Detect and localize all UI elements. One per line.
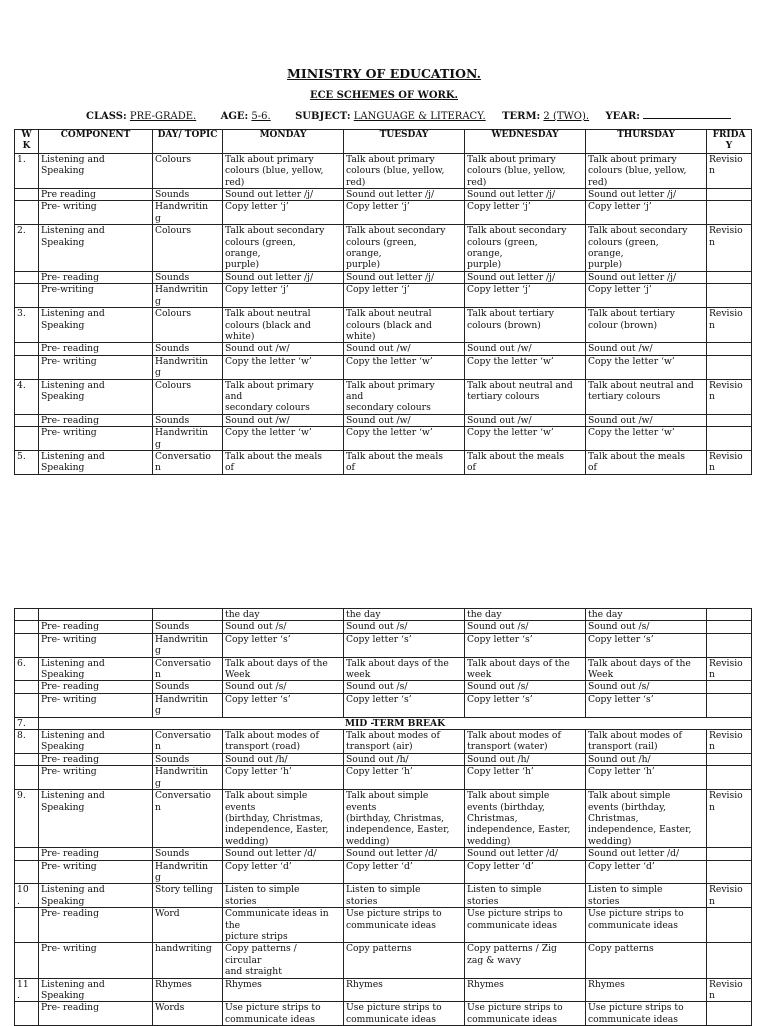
topic-cell: Sounds — [153, 414, 223, 426]
week-cell: 1. — [15, 153, 39, 188]
component-cell: Pre- reading — [39, 681, 153, 693]
table-row — [15, 284, 752, 308]
wednesday-cell: Copy letter ‘s’ — [465, 693, 586, 717]
wednesday-cell: Sound out /s/ — [465, 681, 586, 693]
week-cell: 7. — [15, 717, 39, 729]
table-row — [15, 427, 752, 451]
topic-cell: Conversatio n — [153, 730, 223, 754]
monday-cell: Copy letter ‘s’ — [223, 633, 344, 657]
friday-cell: Revisio n — [707, 225, 752, 272]
week-cell — [15, 943, 39, 978]
monday-cell: Sound out letter /j/ — [223, 271, 344, 283]
table-row — [15, 153, 752, 188]
component-cell: Pre- writing — [39, 943, 153, 978]
component-cell: Listening and Speaking — [39, 884, 153, 908]
tuesday-cell: Talk about secondary colours (green, orange, purple) — [344, 225, 465, 272]
topic-cell: Handwritin g — [153, 201, 223, 225]
monday-cell: Listen to simple stories — [223, 884, 344, 908]
thursday-cell: Copy letter ‘h’ — [586, 766, 707, 790]
week-cell — [15, 908, 39, 943]
week-cell — [15, 693, 39, 717]
tuesday-cell: Copy letter ‘j’ — [344, 284, 465, 308]
week-cell — [15, 681, 39, 693]
friday-cell: Revisio n — [707, 379, 752, 414]
thursday-cell: Copy letter ‘s’ — [586, 693, 707, 717]
table-row — [15, 790, 752, 848]
week-cell: 4. — [15, 379, 39, 414]
page-title: MINISTRY OF EDUCATION. — [287, 66, 481, 81]
component-cell: Listening and Speaking — [39, 657, 153, 681]
tuesday-cell: Listen to simple stories — [344, 884, 465, 908]
topic-cell: Handwritin g — [153, 355, 223, 379]
tuesday-cell: Rhymes — [344, 978, 465, 1002]
friday-cell — [707, 284, 752, 308]
monday-cell: Copy letter ‘d’ — [223, 860, 344, 884]
table-row — [15, 753, 752, 765]
tuesday-cell: Copy the letter ‘w’ — [344, 355, 465, 379]
monday-cell: Sound out letter /d/ — [223, 848, 344, 860]
topic-cell: Words — [153, 1002, 223, 1026]
thursday-cell: Copy letter ‘d’ — [586, 860, 707, 884]
tuesday-cell: Talk about primary and secondary colours — [344, 379, 465, 414]
monday-cell: Talk about modes of transport (road) — [223, 730, 344, 754]
week-cell: 8. — [15, 730, 39, 754]
friday-cell — [707, 766, 752, 790]
table-row — [15, 621, 752, 633]
thursday-cell: Sound out /h/ — [586, 753, 707, 765]
midterm-break-label: MID -TERM BREAK — [39, 717, 752, 729]
tuesday-cell: Sound out /w/ — [344, 414, 465, 426]
monday-cell: Copy letter ‘j’ — [223, 201, 344, 225]
table-row — [15, 343, 752, 355]
wednesday-cell: Sound out /w/ — [465, 414, 586, 426]
table-row — [15, 730, 752, 754]
component-cell: Listening and Speaking — [39, 379, 153, 414]
friday-cell — [707, 414, 752, 426]
wednesday-cell: Sound out letter /d/ — [465, 848, 586, 860]
component-cell: Pre- writing — [39, 633, 153, 657]
topic-cell: Sounds — [153, 271, 223, 283]
tuesday-cell: Talk about neutral colours (black and white) — [344, 308, 465, 343]
wednesday-cell: Sound out /h/ — [465, 753, 586, 765]
week-cell — [15, 633, 39, 657]
thursday-cell: Talk about modes of transport (rail) — [586, 730, 707, 754]
table-row — [15, 657, 752, 681]
column-header: WEDNESDAY — [465, 130, 586, 154]
thursday-cell: Copy letter ‘j’ — [586, 201, 707, 225]
thursday-cell: Sound out /s/ — [586, 621, 707, 633]
thursday-cell: Sound out /w/ — [586, 414, 707, 426]
friday-cell: Revisio n — [707, 450, 752, 474]
tuesday-cell: the day — [344, 609, 465, 621]
tuesday-cell: Copy letter ‘h’ — [344, 766, 465, 790]
thursday-cell: the day — [586, 609, 707, 621]
monday-cell: Sound out /s/ — [223, 681, 344, 693]
component-cell: Listening and Speaking — [39, 153, 153, 188]
tuesday-cell: Talk about primary colours (blue, yellow, red) — [344, 153, 465, 188]
term-value: 2 (TWO). — [543, 111, 590, 122]
monday-cell: Copy letter ‘j’ — [223, 284, 344, 308]
scheme-table-part-1 — [14, 129, 752, 475]
monday-cell: Use picture strips to communicate ideas — [223, 1002, 344, 1026]
friday-cell: Revisio n — [707, 790, 752, 848]
wednesday-cell: Talk about simple events (birthday, Christmas, independence, Easter, wedding) — [465, 790, 586, 848]
topic-cell: Sounds — [153, 681, 223, 693]
friday-cell — [707, 860, 752, 884]
wednesday-cell: Copy the letter ‘w’ — [465, 427, 586, 451]
week-cell — [15, 189, 39, 201]
age-value: 5-6. — [251, 111, 271, 122]
thursday-cell: Listen to simple stories — [586, 884, 707, 908]
column-header: FRIDA Y — [707, 130, 752, 154]
thursday-cell: Copy patterns — [586, 943, 707, 978]
table-row — [15, 414, 752, 426]
wednesday-cell: Copy letter ‘s’ — [465, 633, 586, 657]
table-row — [15, 225, 752, 272]
thursday-cell: Copy letter ‘j’ — [586, 284, 707, 308]
monday-cell: Rhymes — [223, 978, 344, 1002]
monday-cell: Sound out /w/ — [223, 414, 344, 426]
thursday-cell: Talk about the meals of — [586, 450, 707, 474]
week-cell — [15, 284, 39, 308]
monday-cell: Talk about secondary colours (green, orange, purple) — [223, 225, 344, 272]
week-cell: 9. — [15, 790, 39, 848]
table-row — [15, 884, 752, 908]
topic-cell: handwriting — [153, 943, 223, 978]
friday-cell: Revisio n — [707, 978, 752, 1002]
week-cell — [15, 355, 39, 379]
wednesday-cell: Sound out /w/ — [465, 343, 586, 355]
thursday-cell: Rhymes — [586, 978, 707, 1002]
thursday-cell: Use picture strips to communicate ideas — [586, 1002, 707, 1026]
week-cell — [15, 766, 39, 790]
monday-cell: Sound out /w/ — [223, 343, 344, 355]
week-cell — [15, 1002, 39, 1026]
component-cell: Listening and Speaking — [39, 978, 153, 1002]
friday-cell — [707, 271, 752, 283]
thursday-cell: Talk about primary colours (blue, yellow, red) — [586, 153, 707, 188]
week-cell: 10 . — [15, 884, 39, 908]
component-cell: Pre- reading — [39, 753, 153, 765]
wednesday-cell: Copy letter ‘j’ — [465, 201, 586, 225]
friday-cell: Revisio n — [707, 884, 752, 908]
component-cell: Pre- reading — [39, 621, 153, 633]
component-cell: Pre- reading — [39, 414, 153, 426]
wednesday-cell: Talk about primary colours (blue, yellow, red) — [465, 153, 586, 188]
tuesday-cell: Copy letter ‘s’ — [344, 693, 465, 717]
week-cell — [15, 621, 39, 633]
thursday-cell: Sound out letter /j/ — [586, 271, 707, 283]
topic-cell: Word — [153, 908, 223, 943]
component-cell: Pre- reading — [39, 1002, 153, 1026]
table-row — [15, 908, 752, 943]
table-row — [15, 450, 752, 474]
monday-cell: Talk about days of the Week — [223, 657, 344, 681]
component-cell: Pre reading — [39, 189, 153, 201]
component-cell: Pre-writing — [39, 284, 153, 308]
component-cell: Pre- writing — [39, 860, 153, 884]
topic-cell: Handwritin g — [153, 427, 223, 451]
table-header-row — [15, 130, 752, 154]
wednesday-cell: Use picture strips to communicate ideas — [465, 1002, 586, 1026]
table-row — [15, 1002, 752, 1026]
week-cell — [15, 343, 39, 355]
monday-cell: Talk about simple events (birthday, Christmas, independence, Easter, wedding) — [223, 790, 344, 848]
monday-cell: Sound out letter /j/ — [223, 189, 344, 201]
tuesday-cell: Copy letter ‘d’ — [344, 860, 465, 884]
monday-cell: Copy the letter ‘w’ — [223, 355, 344, 379]
table-row — [15, 681, 752, 693]
wednesday-cell: Use picture strips to communicate ideas — [465, 908, 586, 943]
thursday-cell: Sound out letter /d/ — [586, 848, 707, 860]
topic-cell: Sounds — [153, 189, 223, 201]
table-row — [15, 633, 752, 657]
wednesday-cell: Rhymes — [465, 978, 586, 1002]
thursday-cell: Talk about neutral and tertiary colours — [586, 379, 707, 414]
topic-cell: Handwritin g — [153, 633, 223, 657]
topic-cell: Story telling — [153, 884, 223, 908]
topic-cell: Rhymes — [153, 978, 223, 1002]
monday-cell: Communicate ideas in the picture strips — [223, 908, 344, 943]
monday-cell: Sound out /s/ — [223, 621, 344, 633]
friday-cell — [707, 693, 752, 717]
topic-cell — [153, 609, 223, 621]
topic-cell: Handwritin g — [153, 693, 223, 717]
friday-cell: Revisio n — [707, 153, 752, 188]
tuesday-cell: Talk about the meals of — [344, 450, 465, 474]
week-cell — [15, 609, 39, 621]
tuesday-cell: Sound out /s/ — [344, 681, 465, 693]
topic-cell: Sounds — [153, 848, 223, 860]
wednesday-cell: Copy patterns / Zig zag & wavy — [465, 943, 586, 978]
friday-cell — [707, 848, 752, 860]
table-row — [15, 978, 752, 1002]
year-label: YEAR: — [605, 111, 640, 122]
week-cell: 11 . — [15, 978, 39, 1002]
monday-cell: Talk about primary and secondary colours — [223, 379, 344, 414]
friday-cell — [707, 1002, 752, 1026]
component-cell: Pre- reading — [39, 343, 153, 355]
week-cell — [15, 201, 39, 225]
scheme-table-part-2 — [14, 608, 752, 1026]
week-cell: 6. — [15, 657, 39, 681]
week-cell — [15, 414, 39, 426]
wednesday-cell: Sound out letter /j/ — [465, 271, 586, 283]
year-blank — [643, 110, 731, 119]
table-row — [15, 609, 752, 621]
friday-cell — [707, 189, 752, 201]
subject-value: LANGUAGE & LITERACY. — [353, 111, 486, 122]
component-cell: Pre- reading — [39, 271, 153, 283]
week-cell: 3. — [15, 308, 39, 343]
table-row — [15, 693, 752, 717]
table-row — [15, 189, 752, 201]
friday-cell — [707, 943, 752, 978]
component-cell: Pre- writing — [39, 427, 153, 451]
column-header: THURSDAY — [586, 130, 707, 154]
wednesday-cell: Talk about modes of transport (water) — [465, 730, 586, 754]
wednesday-cell: Talk about neutral and tertiary colours — [465, 379, 586, 414]
table-row — [15, 308, 752, 343]
wednesday-cell: Talk about tertiary colours (brown) — [465, 308, 586, 343]
table-row — [15, 355, 752, 379]
monday-cell: Copy letter ‘s’ — [223, 693, 344, 717]
week-cell: 2. — [15, 225, 39, 272]
tuesday-cell: Use picture strips to communicate ideas — [344, 908, 465, 943]
table-row — [15, 379, 752, 414]
topic-cell: Colours — [153, 153, 223, 188]
column-header: COMPONENT — [39, 130, 153, 154]
wednesday-cell: the day — [465, 609, 586, 621]
subject-label: SUBJECT: — [295, 111, 351, 122]
monday-cell: Sound out /h/ — [223, 753, 344, 765]
week-cell — [15, 753, 39, 765]
column-header: W K — [15, 130, 39, 154]
topic-cell: Conversatio n — [153, 790, 223, 848]
wednesday-cell: Copy letter ‘h’ — [465, 766, 586, 790]
topic-cell: Handwritin g — [153, 284, 223, 308]
component-cell: Pre- writing — [39, 693, 153, 717]
thursday-cell: Sound out letter /j/ — [586, 189, 707, 201]
midterm-row — [15, 717, 752, 729]
wednesday-cell: Copy the letter ‘w’ — [465, 355, 586, 379]
wednesday-cell: Talk about days of the week — [465, 657, 586, 681]
thursday-cell: Talk about days of the Week — [586, 657, 707, 681]
topic-cell: Conversatio n — [153, 657, 223, 681]
tuesday-cell: Copy letter ‘s’ — [344, 633, 465, 657]
topic-cell: Sounds — [153, 343, 223, 355]
table-row — [15, 201, 752, 225]
friday-cell — [707, 908, 752, 943]
friday-cell — [707, 427, 752, 451]
monday-cell: the day — [223, 609, 344, 621]
component-cell: Pre- writing — [39, 766, 153, 790]
topic-cell: Colours — [153, 379, 223, 414]
friday-cell: Revisio n — [707, 730, 752, 754]
tuesday-cell: Use picture strips to communicate ideas — [344, 1002, 465, 1026]
column-header: TUESDAY — [344, 130, 465, 154]
monday-cell: Talk about the meals of — [223, 450, 344, 474]
tuesday-cell: Copy patterns — [344, 943, 465, 978]
friday-cell — [707, 681, 752, 693]
week-cell: 5. — [15, 450, 39, 474]
friday-cell — [707, 753, 752, 765]
age-label: AGE: — [220, 111, 249, 122]
tuesday-cell: Copy letter ‘j’ — [344, 201, 465, 225]
tuesday-cell: Talk about simple events (birthday, Christmas, independence, Easter, wedding) — [344, 790, 465, 848]
component-cell: Pre- reading — [39, 848, 153, 860]
table-row — [15, 943, 752, 978]
friday-cell — [707, 201, 752, 225]
thursday-cell: Talk about tertiary colour (brown) — [586, 308, 707, 343]
term-label: TERM: — [502, 111, 541, 122]
thursday-cell: Talk about secondary colours (green, orange, purple) — [586, 225, 707, 272]
monday-cell: Talk about neutral colours (black and white) — [223, 308, 344, 343]
topic-cell: Conversatio n — [153, 450, 223, 474]
thursday-cell: Sound out /s/ — [586, 681, 707, 693]
component-cell — [39, 609, 153, 621]
wednesday-cell: Talk about the meals of — [465, 450, 586, 474]
thursday-cell: Use picture strips to communicate ideas — [586, 908, 707, 943]
wednesday-cell: Sound out /s/ — [465, 621, 586, 633]
topic-cell: Handwritin g — [153, 766, 223, 790]
wednesday-cell: Copy letter ‘j’ — [465, 284, 586, 308]
wednesday-cell: Listen to simple stories — [465, 884, 586, 908]
monday-cell: Copy patterns / circular and straight — [223, 943, 344, 978]
tuesday-cell: Sound out letter /j/ — [344, 189, 465, 201]
tuesday-cell: Sound out /h/ — [344, 753, 465, 765]
table-row — [15, 848, 752, 860]
tuesday-cell: Copy the letter ‘w’ — [344, 427, 465, 451]
friday-cell: Revisio n — [707, 308, 752, 343]
tuesday-cell: Sound out letter /d/ — [344, 848, 465, 860]
table-row — [15, 860, 752, 884]
thursday-cell: Talk about simple events (birthday, Christmas, independence, Easter, wedding) — [586, 790, 707, 848]
component-cell: Pre- writing — [39, 355, 153, 379]
component-cell: Pre- writing — [39, 201, 153, 225]
friday-cell: Revisio n — [707, 657, 752, 681]
tuesday-cell: Sound out /w/ — [344, 343, 465, 355]
column-header: MONDAY — [223, 130, 344, 154]
week-cell — [15, 427, 39, 451]
thursday-cell: Copy letter ‘s’ — [586, 633, 707, 657]
component-cell: Pre- reading — [39, 908, 153, 943]
topic-cell: Colours — [153, 225, 223, 272]
table-row — [15, 271, 752, 283]
column-header: DAY/ TOPIC — [153, 130, 223, 154]
monday-cell: Copy letter ‘h’ — [223, 766, 344, 790]
component-cell: Listening and Speaking — [39, 450, 153, 474]
week-cell — [15, 848, 39, 860]
topic-cell: Colours — [153, 308, 223, 343]
monday-cell: Copy the letter ‘w’ — [223, 427, 344, 451]
component-cell: Listening and Speaking — [39, 308, 153, 343]
friday-cell — [707, 633, 752, 657]
class-label: CLASS: — [86, 111, 127, 122]
friday-cell — [707, 609, 752, 621]
component-cell: Listening and Speaking — [39, 730, 153, 754]
week-cell — [15, 271, 39, 283]
tuesday-cell: Sound out letter /j/ — [344, 271, 465, 283]
component-cell: Listening and Speaking — [39, 225, 153, 272]
table-row — [15, 766, 752, 790]
friday-cell — [707, 343, 752, 355]
thursday-cell: Copy the letter ‘w’ — [586, 355, 707, 379]
wednesday-cell: Sound out letter /j/ — [465, 189, 586, 201]
wednesday-cell: Talk about secondary colours (green, orange, purple) — [465, 225, 586, 272]
component-cell: Listening and Speaking — [39, 790, 153, 848]
scheme-meta — [86, 110, 731, 122]
monday-cell: Talk about primary colours (blue, yellow, red) — [223, 153, 344, 188]
tuesday-cell: Sound out /s/ — [344, 621, 465, 633]
tuesday-cell: Talk about days of the week — [344, 657, 465, 681]
thursday-cell: Copy the letter ‘w’ — [586, 427, 707, 451]
topic-cell: Handwritin g — [153, 860, 223, 884]
tuesday-cell: Talk about modes of transport (air) — [344, 730, 465, 754]
friday-cell — [707, 355, 752, 379]
wednesday-cell: Copy letter ‘d’ — [465, 860, 586, 884]
topic-cell: Sounds — [153, 621, 223, 633]
thursday-cell: Sound out /w/ — [586, 343, 707, 355]
week-cell — [15, 860, 39, 884]
topic-cell: Sounds — [153, 753, 223, 765]
friday-cell — [707, 621, 752, 633]
page-subtitle: ECE SCHEMES OF WORK. — [309, 90, 459, 101]
class-value: PRE-GRADE. — [129, 111, 197, 122]
